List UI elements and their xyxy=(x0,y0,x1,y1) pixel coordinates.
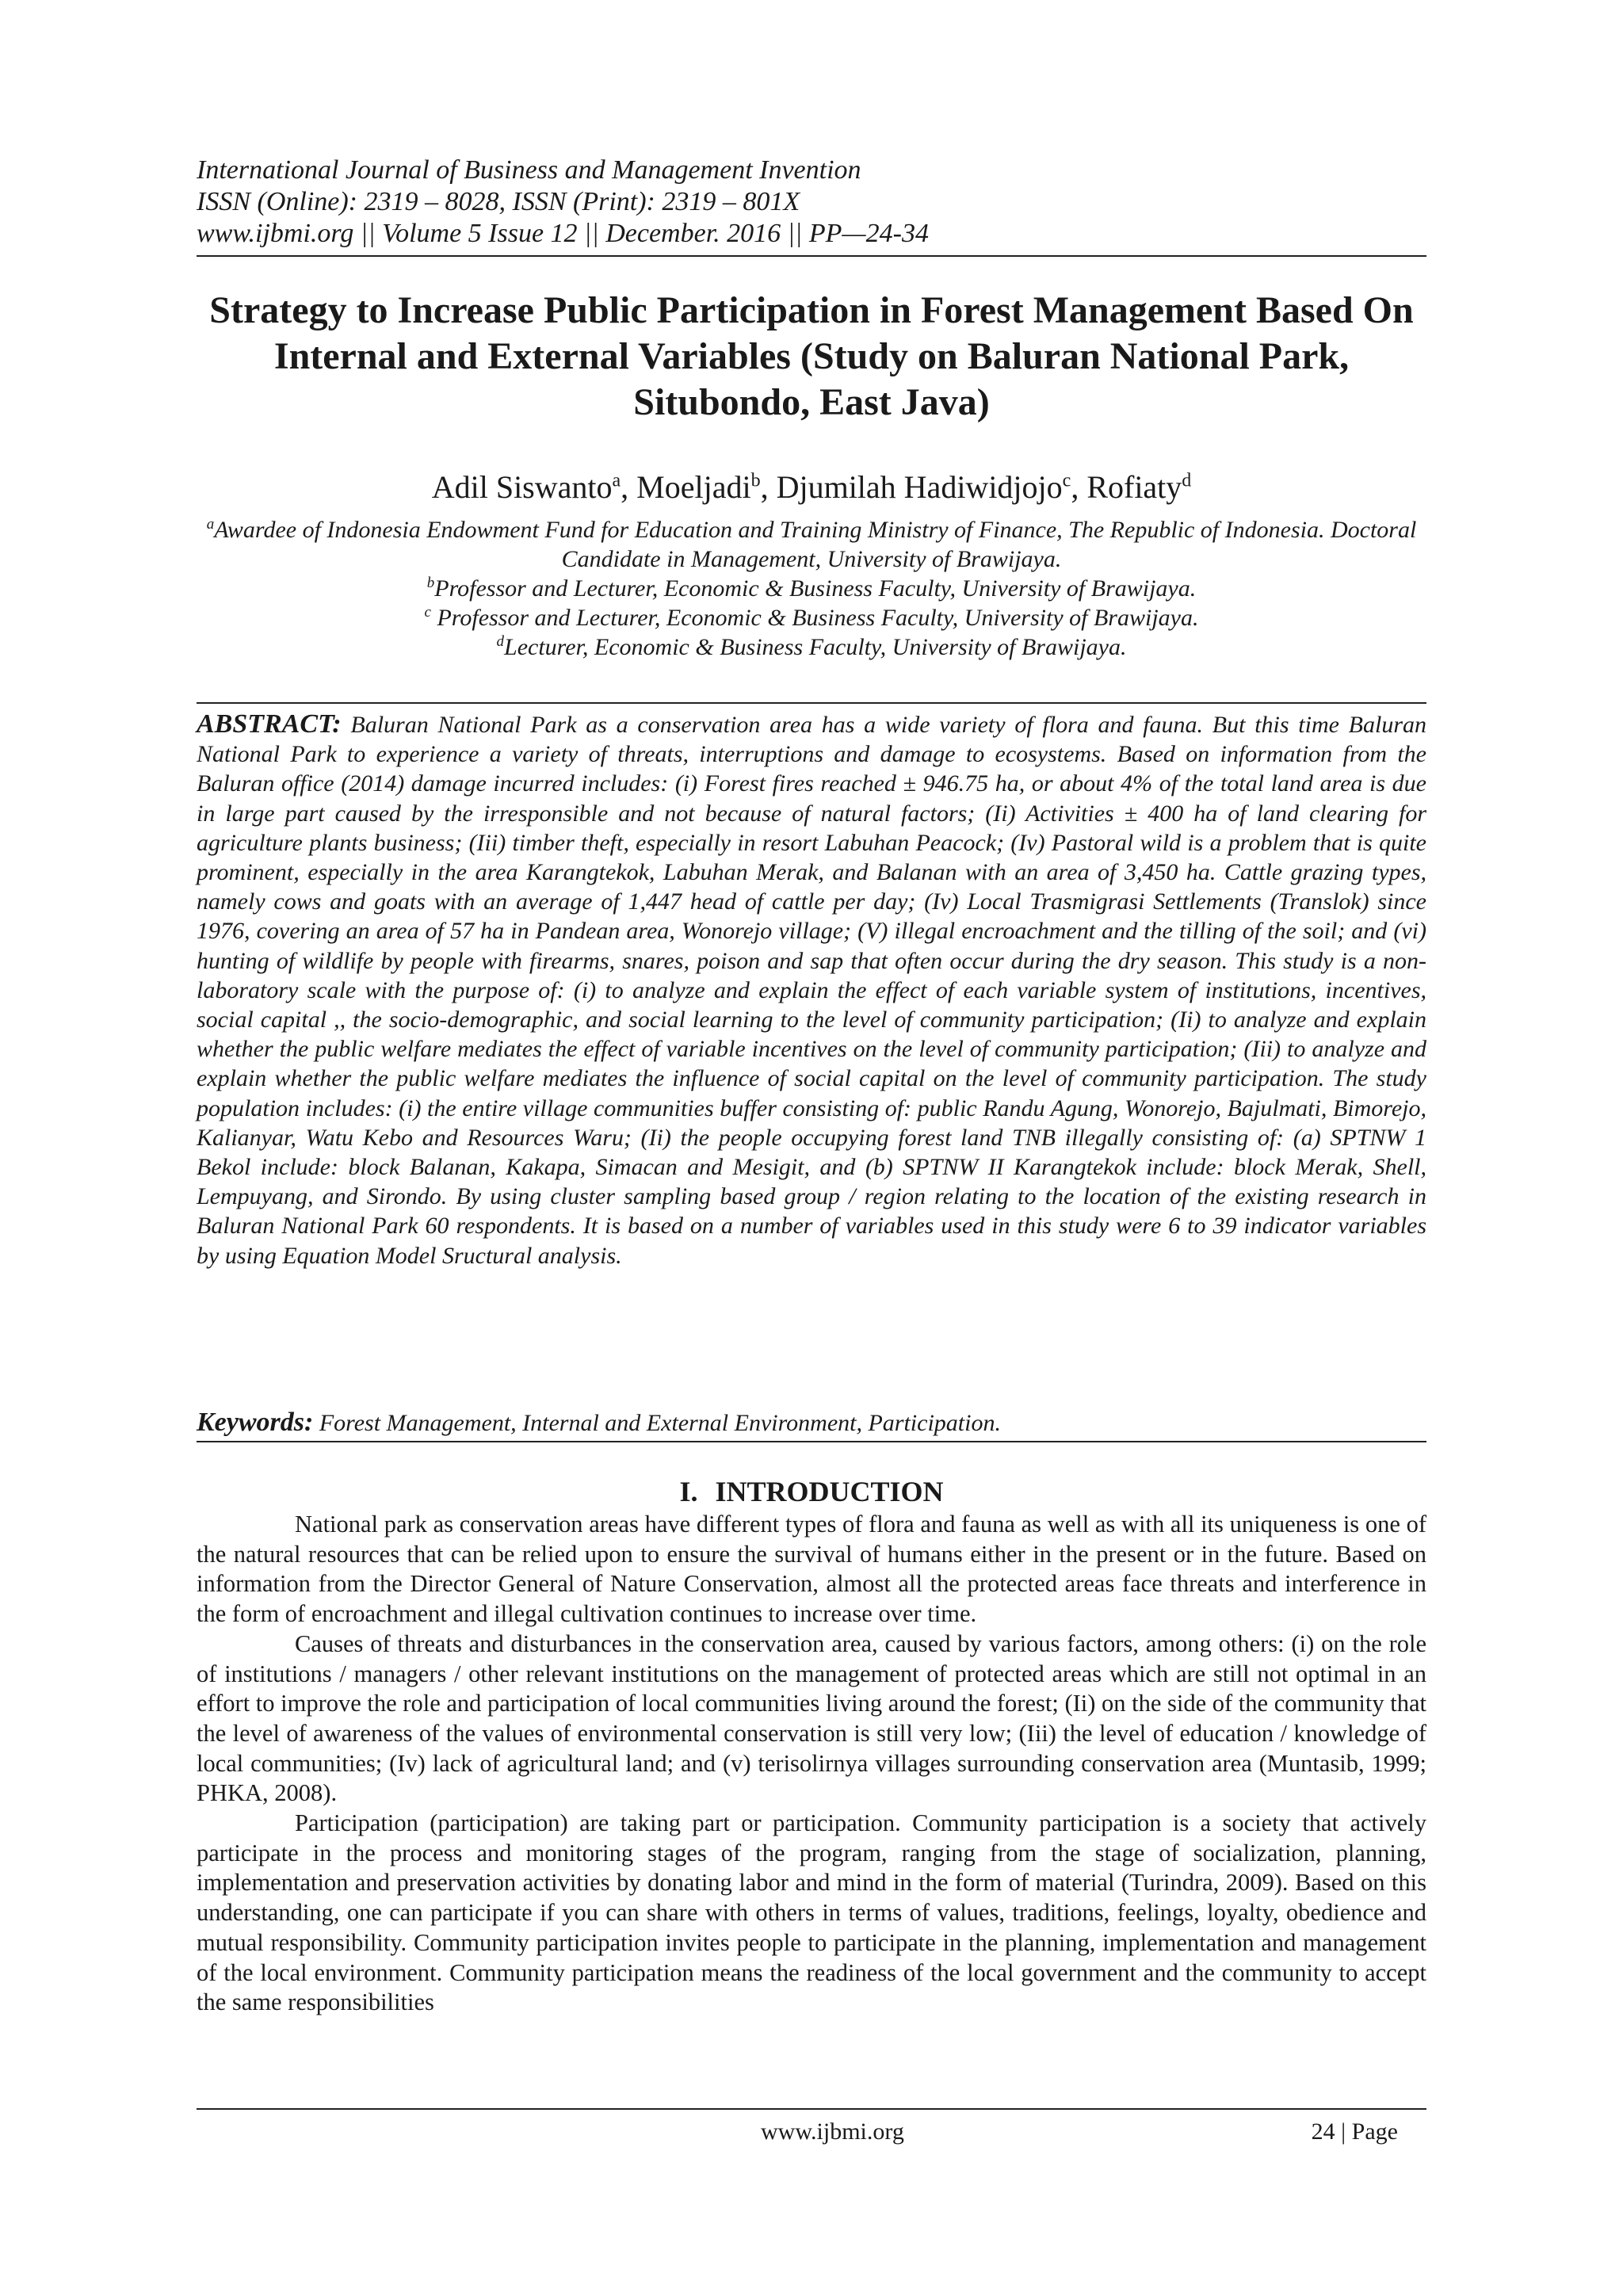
section-title: INTRODUCTION xyxy=(715,1476,944,1507)
paragraph: National park as conservation areas have different types of flora and fauna as well as with all its uniqueness is one of the natural resources that can be relied upon to ensure the survival of humans either in the present or in the future. Based on information from the Director General of Nature Conservation, almost all the protected areas face threats and interference in the form of encroachment and illegal cultivation continues to increase over time. xyxy=(197,1511,1426,1628)
paragraph: Participation (participation) are taking part or participation. Community participation is a society that actively participate in the process and monitoring stages of the program, ranging from the stage of socialization, planning, implementation and preservation activities by donating labor and mind in the form of material (Turindra, 2009). Based on this understanding, one can participate if you can share with others in terms of values, traditions, feelings, loyalty, obedience and mutual responsibility. Community participation invites people to participate in the planning, implementation and management of the local environment. Community participation means the readiness of the local government and the community to accept the same responsibilities xyxy=(197,1809,1426,2016)
abstract-text: Baluran National Park as a conservation area has a wide variety of flora and fauna. But this time Baluran National Park to experience a variety of threats, interruptions and damage to ecosystems. Based on information from the Baluran office (2014) damage incurred includes: (i) Forest fires reached ± 946.75 ha, or about 4% of the total land area is due in large part caused by the irresponsible and not because of natural factors; (Ii) Activities ± 400 ha of land clearing for agriculture plants business; (Iii) timber theft, especially in resort Labuhan Peacock; (Iv) Pastoral wild is a problem that is quite prominent, especially in the area Karangtekok, Labuhan Merak, and Balanan with an area of 3,450 ha. Cattle grazing types, namely cows and goats with an average of 1,447 head of cattle per day; (Iv) Local Trasmigrasi Settlements (Translok) since 1976, covering an area of 57 ha in Pandean area, Wonorejo village; (V) illegal encroachment and the tilling of the soil; and (vi) hunting of wildlife by people with firearms, snares, poison and sap that often occur during the dry season. This study is a non-laboratory scale with the purpose of: (i) to analyze and explain the effect of each variable system of institutions, incentives, social capital ,, the socio-demographic, and social learning to the level of community participation; (Ii) to analyze and explain whether the public welfare mediates the effect of variable incentives on the level of community participation; (Iii) to analyze and explain whether the public welfare mediates the influence of social capital on the level of community participation. The study population includes: (i) the entire village communities buffer consisting of: public Randu Agung, Wonorejo, Bajulmati, Bimorejo, Kalianyar, Watu Kebo and Resources Waru; (Ii) the people occupying forest land TNB illegally consisting of: (a) SPTNW 1 Bekol include: block Balanan, Kakapa, Simacan and Mesigit, and (b) SPTNW II Karangtekok include: block Merak, Shell, Lempuyang, and Sirondo. By using cluster sampling based group / region relating to the location of the existing research in Baluran National Park 60 respondents. It is based on a number of variables used in this study were 6 to 39 indicator variables by using Equation Model Sructural analysis. xyxy=(197,712,1426,1269)
author: Adil Siswanto$^a$, xyxy=(431,469,637,505)
abstract-bottom-rule xyxy=(197,1441,1426,1442)
affiliations xyxy=(197,515,1426,662)
section-heading xyxy=(197,1474,1426,1509)
abstract-label: ABSTRACT: xyxy=(197,709,342,739)
footer-url: www.ijbmi.org xyxy=(761,2118,904,2145)
section-number: I. xyxy=(679,1476,698,1507)
author: Moeljadi$^b$, xyxy=(636,469,777,505)
affiliation: $^a$Awardee of Indonesia Endowment Fund for Education and Training Ministry of Finance, The Republic of Indonesia. Doctoral Candidate in Management, University of Brawijaya. xyxy=(206,516,1417,572)
footer-rule xyxy=(197,2108,1426,2110)
paper-title: Strategy to Increase Public Participation in Forest Management Based On Internal and External Variables (Study on Baluran National Park, Situbondo, East Java) xyxy=(209,289,1414,423)
keywords-text: Forest Management, Internal and External Environment, Participation. xyxy=(319,1410,1001,1436)
page-number: 24 | Page xyxy=(1311,2118,1398,2145)
header-rule xyxy=(197,255,1426,257)
author: Rofiaty$^d$ xyxy=(1086,469,1192,505)
affiliation: $^d$Lecturer, Economic & Business Faculty, University of Brawijaya. xyxy=(496,633,1127,660)
introduction-body xyxy=(197,1510,1426,2018)
journal-volume-line: www.ijbmi.org || Volume 5 Issue 12 || December. 2016 || PP—24-34 xyxy=(197,219,929,248)
journal-name: International Journal of Business and Management Invention xyxy=(197,155,861,185)
journal-header xyxy=(197,155,1426,250)
author: Djumilah Hadiwidjojo$^c$, xyxy=(776,469,1087,505)
paragraph: Causes of threats and disturbances in the conservation area, caused by various factors, among others: (i) on the role of institutions / managers / other relevant institutions on the management of protected areas which are still not optimal in an effort to improve the role and participation of local communities living around the forest; (Ii) on the side of the community that the level of awareness of the values of environmental conservation is still very low; (Iii) the level of education / knowledge of local communities; (Iv) lack of agricultural land; and (v) terisolirnya villages surrounding conservation area (Muntasib, 1999; PHKA, 2008). xyxy=(197,1629,1426,1807)
abstract xyxy=(197,709,1426,1270)
author-list xyxy=(197,468,1426,507)
affiliation: $^b$Professor and Lecturer, Economic & Business Faculty, University of Brawijaya. xyxy=(426,575,1197,602)
abstract-top-rule xyxy=(197,702,1426,704)
journal-issn: ISSN (Online): 2319 – 8028, ISSN (Print): 2319 – 801X xyxy=(197,187,800,216)
keywords xyxy=(197,1408,1426,1438)
keywords-label: Keywords: xyxy=(197,1408,314,1437)
affiliation: $^c$ Professor and Lecturer, Economic & Business Faculty, University of Brawijaya. xyxy=(424,604,1199,631)
